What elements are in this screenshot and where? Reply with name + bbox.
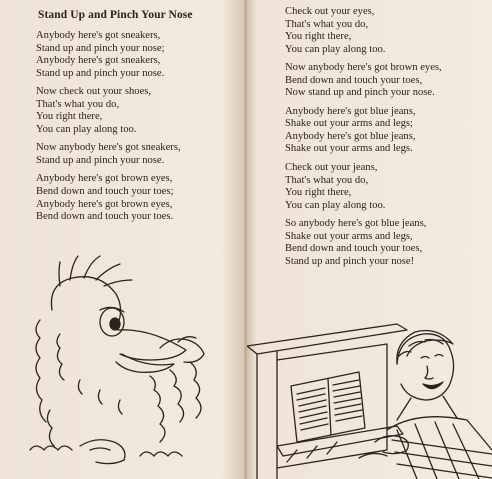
lyric-line: You can play along too. <box>285 43 386 55</box>
lyric-line: You can play along too. <box>36 123 137 135</box>
big-bird-icon <box>0 250 245 479</box>
lyric-line: Anybody here's got sneakers, <box>36 55 161 67</box>
lyric-line: Shake out your arms and legs; <box>285 118 413 130</box>
stanza <box>36 173 241 223</box>
lyric-line: So anybody here's got blue jeans, <box>285 218 427 230</box>
right-page <box>247 0 492 479</box>
lyric-line: You can play along too. <box>285 199 386 211</box>
stanza <box>285 62 490 100</box>
lyric-line: Now anybody here's got brown eyes, <box>285 62 442 74</box>
lyric-line: Now stand up and pinch your nose. <box>285 87 435 99</box>
lyric-line: Stand up and pinch your nose. <box>36 67 165 79</box>
lyric-line: Bend down and touch your toes, <box>285 74 423 86</box>
piano-player-drawing <box>247 300 492 479</box>
piano-player-icon <box>247 300 492 479</box>
lyric-line: Now anybody here's got sneakers, <box>36 142 181 154</box>
lyric-line: That's what you do, <box>285 174 369 186</box>
lyric-line: Stand up and pinch your nose; <box>36 42 165 54</box>
lyric-line: Check out your jeans, <box>285 162 378 174</box>
left-page <box>0 0 245 479</box>
lyric-line: Now check out your shoes, <box>36 86 152 98</box>
lyric-line: You right there, <box>285 187 352 199</box>
lyric-line: Bend down and touch your toes. <box>36 211 174 223</box>
lyric-line: That's what you do, <box>285 18 369 30</box>
lyric-line: Anybody here's got blue jeans, <box>285 105 416 117</box>
lyric-line: Anybody here's got sneakers, <box>36 30 161 41</box>
left-lyrics <box>36 30 241 230</box>
lyric-line: Anybody here's got brown eyes, <box>36 198 173 210</box>
stanza <box>36 86 241 136</box>
lyric-line: Check out your eyes, <box>285 6 375 17</box>
lyric-line: Stand up and pinch your nose! <box>285 255 415 267</box>
big-bird-drawing <box>0 250 245 479</box>
lyric-line: You right there, <box>36 111 103 123</box>
stanza <box>285 218 490 268</box>
stanza <box>36 30 241 80</box>
song-title: Stand Up and Pinch Your Nose <box>38 9 193 21</box>
lyric-line: Shake out your arms and legs, <box>285 230 413 242</box>
stanza <box>36 142 241 167</box>
lyric-line: Anybody here's got blue jeans, <box>285 130 416 142</box>
lyric-line: Bend down and touch your toes; <box>36 186 174 198</box>
stanza <box>285 106 490 156</box>
lyric-line: You right there, <box>285 31 352 43</box>
lyric-line: Bend down and touch your toes, <box>285 243 423 255</box>
lyric-line: That's what you do, <box>36 98 120 110</box>
stanza <box>285 162 490 212</box>
lyric-line: Shake out your arms and legs. <box>285 143 413 155</box>
lyric-line: Anybody here's got brown eyes, <box>36 173 173 185</box>
lyric-line: Stand up and pinch your nose. <box>36 154 165 166</box>
right-lyrics <box>285 6 490 274</box>
stanza <box>285 6 490 56</box>
